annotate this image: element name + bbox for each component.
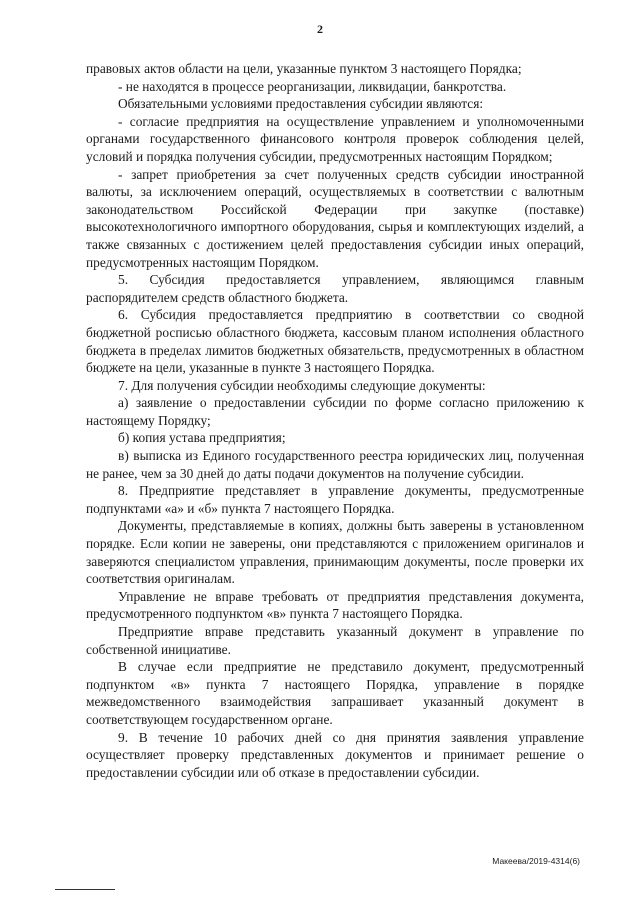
document-code: Макеева/2019-4314(6) xyxy=(492,856,580,866)
page-number: 2 xyxy=(317,22,323,36)
footer-rule xyxy=(55,889,115,890)
paragraph: 8. Предприятие представляет в управление документы, предусмотренные подпунктами «а» и «б» пункта 7 настоящего Порядка. xyxy=(86,483,584,516)
paragraph: - запрет приобретения за счет полученных средств субсидии иностранной валюты, за исключением операций, осуществляемых в соответствии с валютным законодательством Российской Федерации при закупке (поставке) высокотехнологичного импортного оборудования, сырья и комплектующих изделий, а также связанных с достижением целей предоставления субсидии иных операций, предусмотренных настоящим Порядком. xyxy=(86,166,584,270)
paragraph: Документы, представляемые в копиях, должны быть заверены в установленном порядке. Если копии не заверены, они представляются с приложением оригиналов и заверяются специалистом управления, принимающим документы, после проверки их соответствия оригиналам. xyxy=(86,518,584,587)
paragraph: б) копия устава предприятия; xyxy=(118,430,286,446)
document-body xyxy=(86,60,584,781)
paragraph: правовых актов области на цели, указанные пунктом 3 настоящего Порядка; xyxy=(86,61,522,76)
paragraph: Управление не вправе требовать от предприятия представления документа, предусмотренного подпунктом «в» пункта 7 настоящего Порядка. xyxy=(86,588,584,622)
paragraph: 7. Для получения субсидии необходимы следующие документы: xyxy=(118,377,486,393)
paragraph: 9. В течение 10 рабочих дней со дня принятия заявления управление осуществляет проверку представленных документов и принимает решение о предоставлении субсидии или об отказе в предоставлении субсидии. xyxy=(86,729,584,780)
paragraph: а) заявление о предоставлении субсидии по форме согласно приложению к настоящему Порядку; xyxy=(86,395,584,428)
paragraph: Предприятие вправе представить указанный документ в управление по собственной инициативе. xyxy=(86,624,584,657)
paragraph: Обязательными условиями предоставления субсидии являются: xyxy=(118,96,484,112)
paragraph: 5. Субсидия предоставляется управлением, являющимся главным распорядителем средств областного бюджета. xyxy=(86,272,584,305)
paragraph: в) выписка из Единого государственного реестра юридических лиц, полученная не ранее, чем за 30 дней до даты подачи документов на получение субсидии. xyxy=(86,448,584,481)
paragraph: - не находятся в процессе реорганизации, ликвидации, банкротства. xyxy=(118,78,507,94)
paragraph: - согласие предприятия на осуществление управлением и уполномоченными органами государственного финансового контроля проверок соблюдения целей, условий и порядка получения субсидии, предусмотренных настоящим Порядком; xyxy=(86,113,584,164)
paragraph: 6. Субсидия предоставляется предприятию в соответствии со сводной бюджетной росписью областного бюджета, кассовым планом исполнения областного бюджета в пределах лимитов бюджетных обязательств, предусмотренных в областном бюджете на цели, указанные в пункте 3 настоящего Порядка. xyxy=(86,307,584,376)
paragraph: В случае если предприятие не представило документ, предусмотренный подпунктом «в» пункта 7 настоящего Порядка, управление в порядке межведомственного взаимодействия запрашивает указанный документ в соответствующем государственном органе. xyxy=(86,659,584,727)
